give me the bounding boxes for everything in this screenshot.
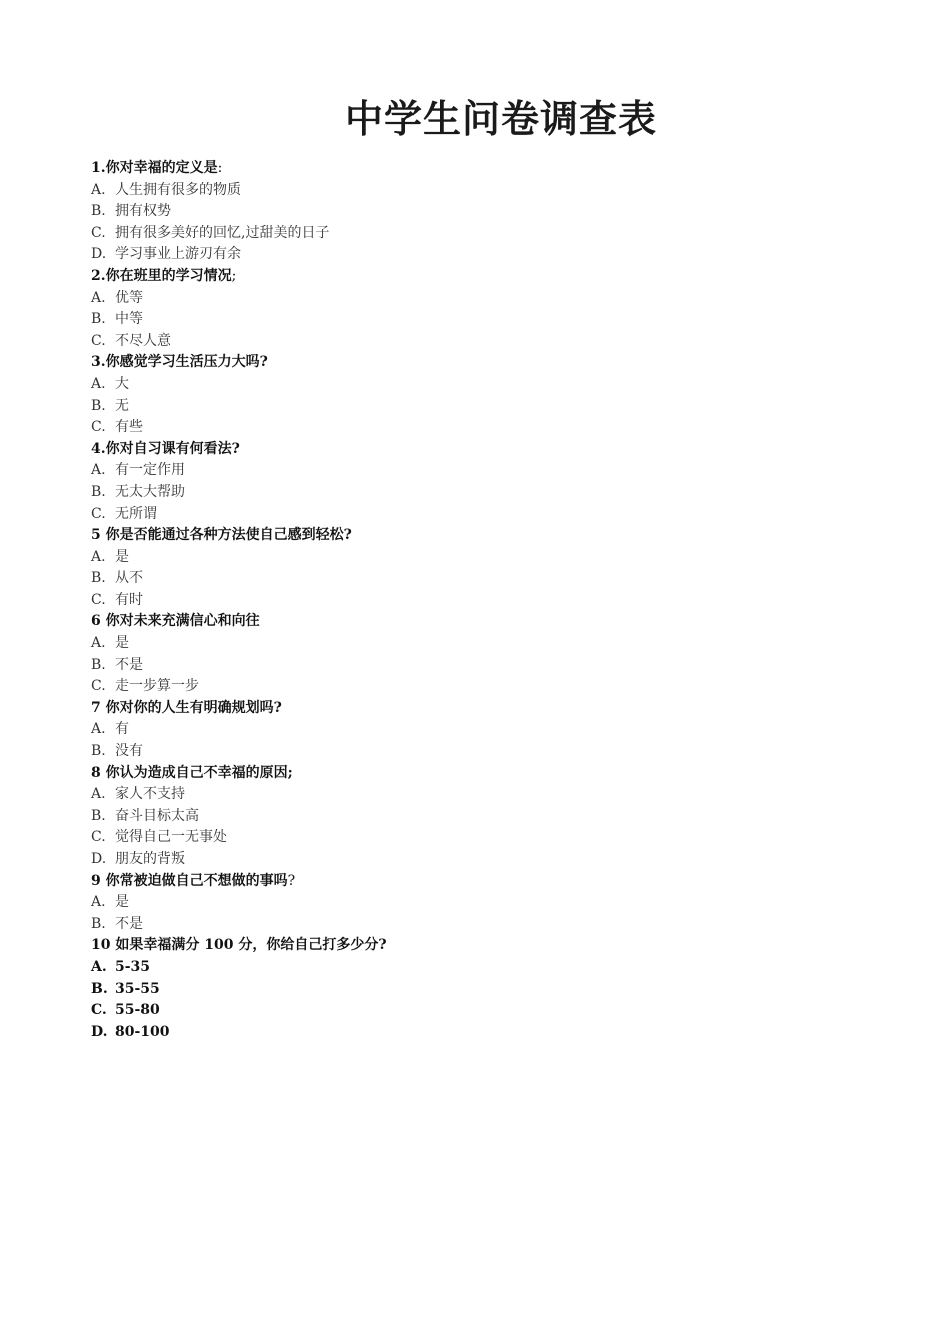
option-letter: C. bbox=[91, 505, 106, 522]
option-letter: A. bbox=[91, 462, 106, 479]
option-text: 5-35 bbox=[115, 958, 151, 975]
option-text: 没有 bbox=[115, 743, 143, 760]
option-text: 有些 bbox=[115, 419, 143, 436]
option-text: 中等 bbox=[115, 311, 143, 328]
option-item bbox=[91, 676, 871, 698]
option-item bbox=[91, 504, 871, 526]
option-letter: A. bbox=[91, 548, 106, 565]
survey-questions bbox=[91, 158, 871, 1043]
option-text: 是 bbox=[115, 894, 129, 911]
option-text: 拥有权势 bbox=[115, 203, 171, 220]
option-text: 走一步算一步 bbox=[115, 678, 199, 695]
option-letter: B. bbox=[91, 915, 106, 932]
question-10 bbox=[91, 935, 871, 957]
question-text: 2.你在班里的学习情况 bbox=[91, 267, 232, 284]
option-item bbox=[91, 201, 871, 223]
option-item bbox=[91, 849, 871, 871]
option-text: 无太大帮助 bbox=[115, 483, 185, 500]
question-7 bbox=[91, 698, 871, 720]
option-item bbox=[91, 719, 871, 741]
option-letter: C. bbox=[91, 224, 106, 241]
page-title: 中学生问卷调查表 bbox=[344, 97, 657, 141]
option-letter: B. bbox=[91, 743, 106, 760]
option-text: 觉得自己一无事处 bbox=[115, 829, 227, 846]
option-item bbox=[91, 957, 871, 979]
option-text: 不是 bbox=[115, 656, 143, 673]
option-letter: C. bbox=[91, 591, 106, 608]
option-letter: A. bbox=[91, 786, 106, 803]
option-item bbox=[91, 590, 871, 612]
question-9 bbox=[91, 871, 871, 893]
option-letter: B. bbox=[91, 483, 106, 500]
question-text: 1.你对幸福的定义是 bbox=[91, 160, 218, 176]
question-text: 8 你认为造成自己不幸福的原因; bbox=[91, 764, 293, 781]
option-text: 是 bbox=[115, 635, 129, 652]
question-punctuation: ; bbox=[231, 267, 237, 284]
option-text: 朋友的背叛 bbox=[115, 851, 185, 867]
option-text: 学习事业上游刃有余 bbox=[115, 246, 241, 263]
option-text: 奋斗目标太高 bbox=[115, 807, 199, 824]
option-letter: C. bbox=[91, 678, 106, 695]
option-item bbox=[91, 374, 871, 396]
option-text: 不是 bbox=[115, 915, 143, 932]
option-text: 不尽人意 bbox=[115, 332, 171, 349]
option-letter: B. bbox=[91, 397, 106, 414]
option-item bbox=[91, 244, 871, 266]
option-item bbox=[91, 547, 871, 569]
option-item bbox=[91, 1000, 871, 1022]
question-1 bbox=[91, 158, 871, 180]
option-text: 有一定作用 bbox=[115, 462, 185, 479]
option-item bbox=[91, 309, 871, 331]
option-letter: C. bbox=[91, 829, 106, 846]
option-item bbox=[91, 741, 871, 763]
question-8 bbox=[91, 763, 871, 785]
option-item bbox=[91, 223, 871, 245]
option-text: 人生拥有很多的物质 bbox=[115, 181, 241, 198]
option-letter: A. bbox=[91, 289, 106, 306]
question-punctuation: : bbox=[217, 160, 223, 176]
option-text: 家人不支持 bbox=[115, 786, 185, 803]
option-letter: B. bbox=[91, 311, 106, 328]
option-item bbox=[91, 180, 871, 202]
option-item bbox=[91, 892, 871, 914]
option-item bbox=[91, 396, 871, 418]
option-letter: C. bbox=[91, 419, 106, 436]
option-item bbox=[91, 633, 871, 655]
option-letter: D. bbox=[91, 851, 107, 867]
question-5 bbox=[91, 525, 871, 547]
option-letter: A. bbox=[91, 721, 106, 738]
question-text: 9 你常被迫做自己不想做的事吗 bbox=[91, 872, 288, 889]
option-text: 有 bbox=[115, 721, 129, 738]
question-text: 7 你对你的人生有明确规划吗? bbox=[91, 699, 282, 716]
option-letter: A. bbox=[91, 958, 107, 975]
option-text: 55-80 bbox=[115, 1002, 160, 1019]
option-text: 无 bbox=[115, 397, 129, 414]
option-letter: A. bbox=[91, 181, 106, 198]
option-text: 优等 bbox=[115, 289, 143, 306]
option-item bbox=[91, 417, 871, 439]
option-text: 拥有很多美好的回忆,过甜美的日子 bbox=[115, 224, 330, 241]
option-text: 是 bbox=[115, 548, 129, 565]
question-4 bbox=[91, 439, 871, 461]
option-item bbox=[91, 914, 871, 936]
option-item bbox=[91, 1022, 871, 1044]
question-3 bbox=[91, 352, 871, 374]
question-text: 6 你对未来充满信心和向往 bbox=[91, 613, 260, 630]
question-2 bbox=[91, 266, 871, 288]
option-letter: B. bbox=[91, 570, 106, 587]
question-text: 3.你感觉学习生活压力大吗? bbox=[91, 354, 268, 371]
question-text: 10 如果幸福满分 100 分，你给自己打多少分? bbox=[91, 937, 387, 954]
option-letter: A. bbox=[91, 894, 106, 911]
option-text: 有时 bbox=[115, 591, 143, 608]
option-item bbox=[91, 568, 871, 590]
option-item bbox=[91, 460, 871, 482]
question-punctuation: ? bbox=[287, 872, 296, 889]
option-item bbox=[91, 827, 871, 849]
option-letter: B. bbox=[91, 807, 106, 824]
option-item bbox=[91, 331, 871, 353]
option-letter: A. bbox=[91, 635, 106, 652]
option-letter: D. bbox=[91, 1023, 108, 1040]
option-item bbox=[91, 655, 871, 677]
option-letter: B. bbox=[91, 656, 106, 673]
question-text: 4.你对自习课有何看法? bbox=[91, 440, 240, 457]
option-letter: C. bbox=[91, 332, 106, 349]
option-text: 无所谓 bbox=[115, 505, 157, 522]
question-text: 5 你是否能通过各种方法使自己感到轻松? bbox=[91, 527, 352, 544]
option-text: 80-100 bbox=[115, 1023, 170, 1040]
option-letter: B. bbox=[91, 203, 106, 220]
option-letter: D. bbox=[91, 246, 107, 263]
option-text: 从不 bbox=[115, 570, 143, 587]
option-item bbox=[91, 979, 871, 1001]
option-item bbox=[91, 482, 871, 504]
option-item bbox=[91, 806, 871, 828]
question-6 bbox=[91, 611, 871, 633]
option-text: 35-55 bbox=[115, 980, 160, 997]
option-letter: A. bbox=[91, 375, 106, 392]
option-text: 大 bbox=[115, 375, 129, 392]
option-item bbox=[91, 288, 871, 310]
option-letter: C. bbox=[91, 1002, 107, 1019]
option-item bbox=[91, 784, 871, 806]
option-letter: B. bbox=[91, 980, 108, 997]
